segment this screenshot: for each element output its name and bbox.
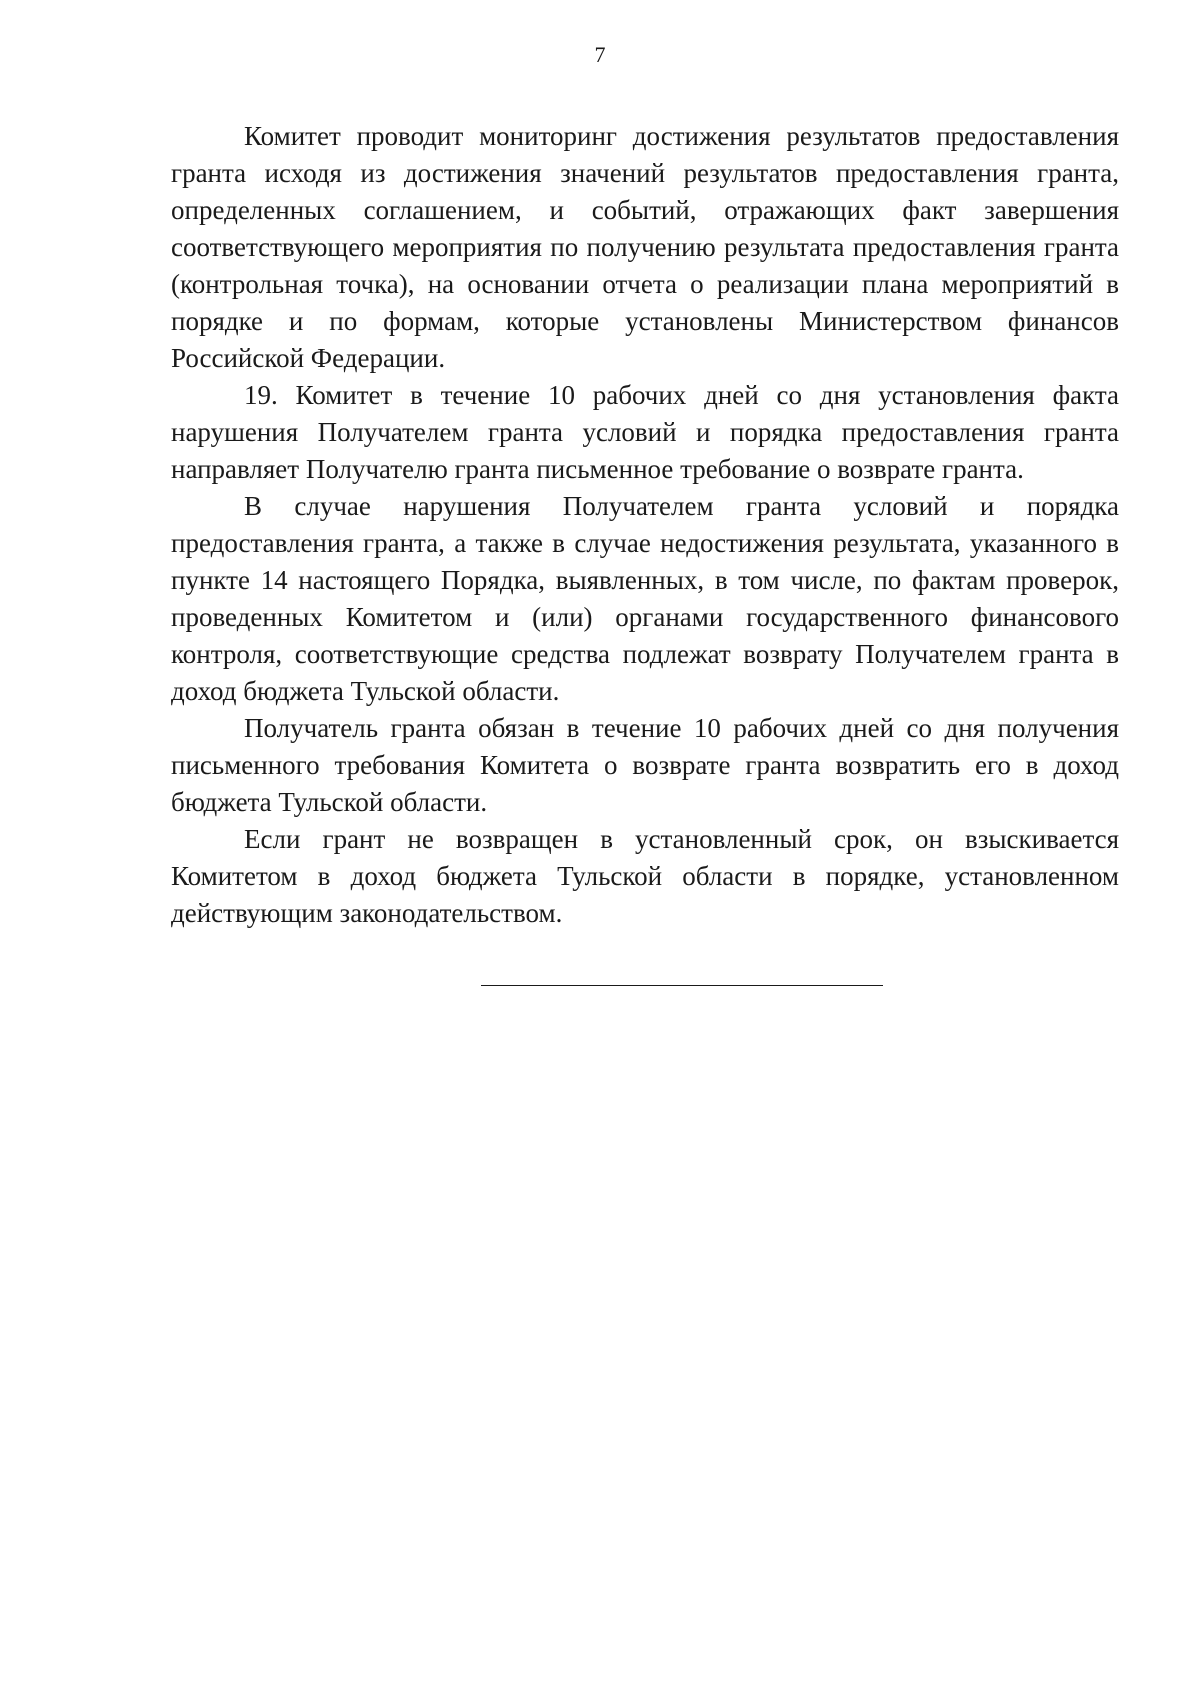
paragraph-recovery: Если грант не возвращен в установленный срок, он взыскивается Комитетом в доход бюджета Тульской области в порядке, установленном действующим законодательством. bbox=[171, 824, 1119, 928]
document-body bbox=[171, 118, 1119, 932]
page-number: 7 bbox=[594, 42, 606, 67]
paragraph-violation-return: В случае нарушения Получателем гранта условий и порядка предоставления гранта, а также в случае недостижения результата, указанного в пункте 14 настоящего Порядка, выявленных, в том числе, по фактам проверок, проведенных Комитетом и (или) органами государственного финансового контроля, соответствующие средства подлежат возврату Получателем гранта в доход бюджета Тульской области. bbox=[171, 491, 1119, 706]
paragraph-monitoring: Комитет проводит мониторинг достижения результатов предоставления гранта исходя из достижения значений результатов предоставления гранта, определенных соглашением, и событий, отражающих факт завершения соответствующего мероприятия по получению результата предоставления гранта (контрольная точка), на основании отчета о реализации плана мероприятий в порядке и по формам, которые установлены Министерством финансов Российской Федерации. bbox=[171, 121, 1119, 373]
paragraph-item-19: 19. Комитет в течение 10 рабочих дней со дня установления факта нарушения Получателем гранта условий и порядка предоставления гранта направляет Получателю гранта письменное требование о возврате гранта. bbox=[171, 380, 1119, 484]
paragraph-return-obligation: Получатель гранта обязан в течение 10 рабочих дней со дня получения письменного требования Комитета о возврате гранта возвратить его в доход бюджета Тульской области. bbox=[171, 713, 1119, 817]
closing-divider bbox=[481, 985, 883, 986]
